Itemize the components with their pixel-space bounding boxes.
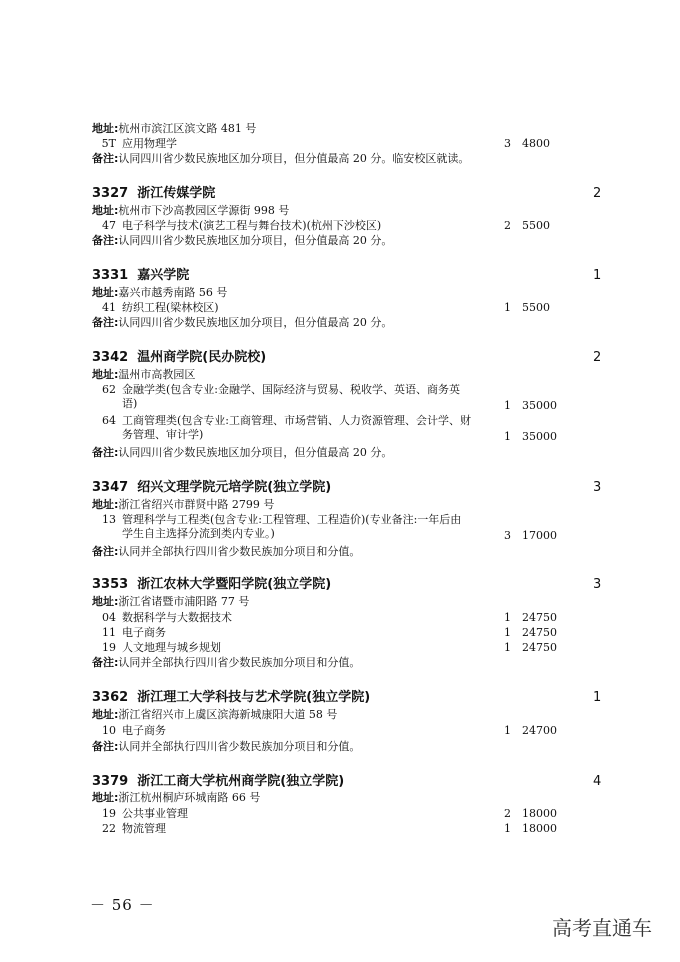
address-line bbox=[92, 498, 562, 512]
note-line bbox=[92, 545, 562, 559]
address-line bbox=[92, 708, 562, 722]
note-text: 认同四川省少数民族地区加分项目，但分值最高 20 分。临安校区就读。 bbox=[118, 152, 470, 165]
address-text: 浙江省绍兴市群贤中路 2799 号 bbox=[118, 498, 275, 511]
address-text: 浙江省绍兴市上虞区滨海新城康阳大道 58 号 bbox=[118, 708, 338, 721]
major-row bbox=[92, 807, 512, 821]
note-line bbox=[92, 234, 562, 248]
address-text: 浙江杭州桐庐环城南路 66 号 bbox=[118, 791, 261, 804]
note-line bbox=[92, 152, 562, 166]
major-row bbox=[92, 383, 512, 411]
school-plan-total: 2 bbox=[593, 186, 602, 201]
major-name-line2: 语) bbox=[122, 397, 138, 410]
note-text: 认同四川省少数民族地区加分项目，但分值最高 20 分。 bbox=[118, 316, 393, 329]
plan-count: 1 bbox=[504, 822, 511, 835]
note-label: 备注: bbox=[92, 656, 119, 669]
tuition-fee: 24750 bbox=[522, 626, 557, 639]
address-line bbox=[92, 791, 562, 805]
major-row bbox=[92, 822, 512, 836]
address-label: 地址: bbox=[92, 708, 119, 721]
address-text: 嘉兴市越秀南路 56 号 bbox=[118, 286, 228, 299]
school-name: 浙江传媒学院 bbox=[137, 186, 216, 201]
note-line bbox=[92, 740, 562, 754]
address-label: 地址: bbox=[92, 498, 119, 511]
major-code: 11 bbox=[102, 626, 116, 639]
plan-count: 1 bbox=[504, 399, 511, 412]
address-text: 浙江省诸暨市浦阳路 77 号 bbox=[118, 595, 250, 608]
school-code: 3353 bbox=[92, 577, 129, 592]
school-header bbox=[92, 577, 602, 593]
major-name: 人文地理与城乡规划 bbox=[122, 641, 221, 654]
major-name: 应用物理学 bbox=[122, 137, 177, 150]
school-name: 绍兴文理学院元培学院(独立学院) bbox=[137, 480, 332, 495]
major-row bbox=[92, 137, 512, 151]
school-name: 嘉兴学院 bbox=[137, 268, 190, 283]
school-name: 温州商学院(民办院校) bbox=[137, 350, 267, 365]
tuition-fee: 4800 bbox=[522, 137, 550, 150]
address-label: 地址: bbox=[92, 204, 119, 217]
major-code: 13 bbox=[102, 513, 116, 526]
tuition-fee: 17000 bbox=[522, 529, 557, 542]
major-code: 62 bbox=[102, 383, 116, 396]
note-line bbox=[92, 446, 562, 460]
tuition-fee: 24700 bbox=[522, 724, 557, 737]
tuition-fee: 18000 bbox=[522, 822, 557, 835]
major-code: 5T bbox=[101, 137, 116, 150]
school-name: 浙江工商大学杭州商学院(独立学院) bbox=[137, 774, 345, 789]
school-header bbox=[92, 480, 602, 496]
plan-count: 1 bbox=[504, 611, 511, 624]
major-name: 电子商务 bbox=[122, 724, 166, 737]
address-label: 地址: bbox=[92, 791, 119, 804]
address-text: 温州市高教园区 bbox=[118, 368, 196, 381]
school-plan-total: 1 bbox=[593, 690, 602, 705]
major-code: 22 bbox=[102, 822, 116, 835]
school-plan-total: 3 bbox=[593, 577, 602, 592]
major-code: 47 bbox=[102, 219, 116, 232]
major-name: 电子科学与技术(演艺工程与舞台技术)(杭州下沙校区) bbox=[122, 219, 382, 232]
plan-count: 3 bbox=[504, 137, 511, 150]
major-name-line1: 工商管理类(包含专业:工商管理、市场营销、人力资源管理、会计学、财 bbox=[122, 414, 471, 427]
address-label: 地址: bbox=[92, 595, 119, 608]
plan-count: 1 bbox=[504, 641, 511, 654]
major-name: 电子商务 bbox=[122, 626, 166, 639]
school-plan-total: 2 bbox=[593, 350, 602, 365]
tuition-fee: 24750 bbox=[522, 611, 557, 624]
note-label: 备注: bbox=[92, 545, 119, 558]
school-name: 浙江理工大学科技与艺术学院(独立学院) bbox=[137, 690, 371, 705]
note-text: 认同四川省少数民族地区加分项目，但分值最高 20 分。 bbox=[118, 234, 393, 247]
tuition-fee: 35000 bbox=[522, 430, 557, 443]
note-text: 认同并全部执行四川省少数民族加分项目和分值。 bbox=[118, 545, 361, 558]
major-name: 物流管理 bbox=[122, 822, 166, 835]
plan-count: 1 bbox=[504, 301, 511, 314]
address-line bbox=[92, 286, 562, 300]
note-line bbox=[92, 656, 562, 670]
plan-count: 1 bbox=[504, 626, 511, 639]
school-code: 3342 bbox=[92, 350, 129, 365]
address-line bbox=[92, 204, 562, 218]
plan-count: 2 bbox=[504, 219, 511, 232]
tuition-fee: 5500 bbox=[522, 301, 550, 314]
major-name-line1: 管理科学与工程类(包含专业:工程管理、工程造价)(专业备注:一年后由 bbox=[122, 513, 462, 526]
plan-count: 2 bbox=[504, 807, 511, 820]
major-name: 公共事业管理 bbox=[122, 807, 188, 820]
school-plan-total: 1 bbox=[593, 268, 602, 283]
address-label: 地址: bbox=[92, 368, 119, 381]
tuition-fee: 18000 bbox=[522, 807, 557, 820]
school-header bbox=[92, 350, 602, 366]
major-row bbox=[92, 641, 512, 655]
school-header bbox=[92, 268, 602, 284]
major-code: 10 bbox=[102, 724, 116, 737]
school-code: 3347 bbox=[92, 480, 129, 495]
school-code: 3362 bbox=[92, 690, 129, 705]
address-text: 杭州市滨江区滨文路 481 号 bbox=[118, 122, 257, 135]
address-label: 地址: bbox=[92, 122, 119, 135]
page-number: － 56 － bbox=[90, 896, 155, 914]
tuition-fee: 35000 bbox=[522, 399, 557, 412]
note-text: 认同并全部执行四川省少数民族加分项目和分值。 bbox=[118, 656, 361, 669]
major-name-line1: 金融学类(包含专业:金融学、国际经济与贸易、税收学、英语、商务英 bbox=[122, 383, 460, 396]
major-name: 数据科学与大数据技术 bbox=[122, 611, 232, 624]
major-row bbox=[92, 626, 512, 640]
note-label: 备注: bbox=[92, 152, 119, 165]
plan-count: 1 bbox=[504, 724, 511, 737]
school-code: 3331 bbox=[92, 268, 129, 283]
address-line bbox=[92, 368, 562, 382]
school-plan-total: 3 bbox=[593, 480, 602, 495]
major-code: 19 bbox=[102, 641, 116, 654]
note-label: 备注: bbox=[92, 316, 119, 329]
plan-count: 3 bbox=[504, 529, 511, 542]
major-code: 19 bbox=[102, 807, 116, 820]
school-header bbox=[92, 186, 602, 202]
major-name-line2: 学生自主选择分流到类内专业。) bbox=[122, 527, 275, 540]
note-text: 认同并全部执行四川省少数民族加分项目和分值。 bbox=[118, 740, 361, 753]
major-row bbox=[92, 724, 512, 738]
address-line bbox=[92, 595, 562, 609]
major-row bbox=[92, 611, 512, 625]
school-header bbox=[92, 690, 602, 706]
note-label: 备注: bbox=[92, 234, 119, 247]
school-plan-total: 4 bbox=[593, 774, 602, 789]
major-name-line2: 务管理、审计学) bbox=[122, 428, 204, 441]
note-label: 备注: bbox=[92, 446, 119, 459]
major-code: 41 bbox=[102, 301, 116, 314]
major-row bbox=[92, 414, 512, 442]
school-name: 浙江农林大学暨阳学院(独立学院) bbox=[137, 577, 332, 592]
school-code: 3327 bbox=[92, 186, 129, 201]
school-header bbox=[92, 774, 602, 790]
major-row bbox=[92, 219, 512, 233]
major-code: 04 bbox=[102, 611, 116, 624]
school-code: 3379 bbox=[92, 774, 129, 789]
note-line bbox=[92, 316, 562, 330]
plan-count: 1 bbox=[504, 430, 511, 443]
tuition-fee: 5500 bbox=[522, 219, 550, 232]
note-label: 备注: bbox=[92, 740, 119, 753]
watermark-text: 高考直通车 bbox=[552, 916, 652, 940]
tuition-fee: 24750 bbox=[522, 641, 557, 654]
note-text: 认同四川省少数民族地区加分项目，但分值最高 20 分。 bbox=[118, 446, 393, 459]
major-code: 64 bbox=[102, 414, 116, 427]
address-text: 杭州市下沙高教园区学源街 998 号 bbox=[118, 204, 290, 217]
address-line bbox=[92, 122, 562, 136]
major-row bbox=[92, 513, 512, 541]
major-row bbox=[92, 301, 512, 315]
major-name: 纺织工程(梁林校区) bbox=[122, 301, 219, 314]
address-label: 地址: bbox=[92, 286, 119, 299]
